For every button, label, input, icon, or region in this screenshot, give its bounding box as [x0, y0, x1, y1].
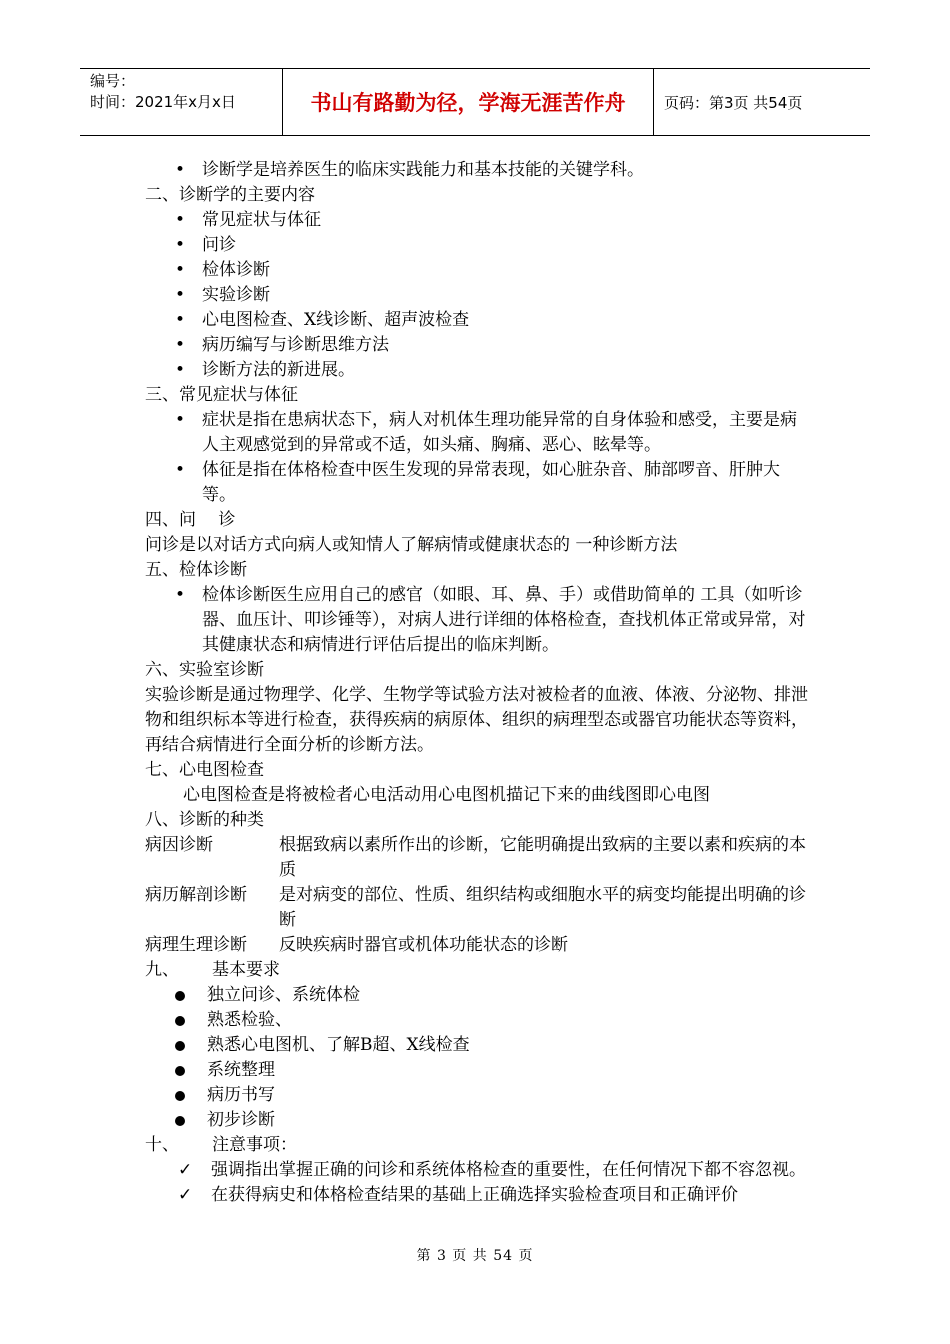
section-title: 注意事项： [212, 1135, 297, 1155]
section-number: 九、 [145, 960, 179, 980]
diagnosis-type-text: 是对病变的部位、性质、组织结构或细胞水平的病变均能提出明确的诊断 [279, 885, 806, 930]
diagnosis-type-row [145, 833, 810, 883]
bullet-dot-icon [175, 1016, 185, 1026]
document-body [145, 158, 810, 1208]
section-heading: 七、心电图检查 [145, 760, 264, 780]
list-item: • 症状是指在患病状态下，病人对机体生理功能异常的自身体验和感受，主要是病人主观感觉到的异常或不适，如头痛、胸痛、恶心、眩晕等。 [145, 408, 810, 458]
list-item [145, 1183, 810, 1208]
list-item: • 心电图检查、X线诊断、超声波检查 [145, 308, 810, 333]
list-item: • 病历编写与诊断思维方法 [145, 333, 810, 358]
list-item: • 问诊 [145, 233, 810, 258]
bullet-dot-icon [175, 1091, 185, 1101]
diagnosis-type-label: 病因诊断 [145, 835, 213, 855]
section-heading: 二、诊断学的主要内容 [145, 185, 315, 205]
section-heading [145, 958, 810, 983]
section-heading: 六、实验室诊断 [145, 660, 264, 680]
header-page-info: 页码：第3页 共54页 [664, 93, 803, 112]
paragraph: 心电图检查是将被检者心电活动用心电图机描记下来的曲线图即心电图 [183, 785, 710, 805]
list-item-text: 熟悉检验、 [207, 1010, 292, 1030]
list-item-text: 强调指出掌握正确的问诊和系统体格检查的重要性，在任何情况下都不容忽视。 [211, 1160, 806, 1180]
list-item: • 检体诊断 [145, 258, 810, 283]
bullet-dot-icon [175, 1066, 185, 1076]
header-meta [80, 69, 283, 135]
section-heading [145, 1133, 810, 1158]
list-item: • 体征是指在体格检查中医生发现的异常表现，如心脏杂音、肺部啰音、肝肿大等。 [145, 458, 810, 508]
checkmark-icon: ✓ [178, 1160, 193, 1180]
section-heading: 四、问 诊 [145, 510, 236, 530]
list-item-text: 初步诊断 [207, 1110, 275, 1130]
list-item [145, 1108, 810, 1133]
list-item: • 诊断学是培养医生的临床实践能力和基本技能的关键学科。 [145, 158, 810, 183]
list-item [145, 1008, 810, 1033]
diagnosis-type-text: 反映疾病时器官或机体功能状态的诊断 [279, 935, 568, 955]
list-item [145, 1158, 810, 1183]
serial-label: 编号： [90, 72, 136, 90]
bullet-dot-icon [175, 991, 185, 1001]
list-item: • 检体诊断医生应用自己的感官（如眼、耳、鼻、手）或借助简单的 工具（如听诊器、血压计、叩诊锤等），对病人进行详细的体格检查，查找机体正常或异常，对其健康状态和病情进行评估后提出的临床判断。 [145, 583, 810, 658]
section-number: 十、 [145, 1135, 179, 1155]
bullet-dot-icon [175, 1041, 185, 1051]
header-motto: 书山有路勤为径，学海无涯苦作舟 [283, 69, 654, 135]
list-item [145, 1058, 810, 1083]
list-item: • 常见症状与体征 [145, 208, 810, 233]
time-label: 时间：2021年x月x日 [90, 93, 236, 111]
list-item-text: 病历书写 [207, 1085, 275, 1105]
diagnosis-type-text: 根据致病以素所作出的诊断，它能明确提出致病的主要以素和疾病的本质 [279, 835, 806, 880]
list-item-text: 系统整理 [207, 1060, 275, 1080]
checkmark-icon: ✓ [178, 1185, 193, 1205]
paragraph: 实验诊断是通过物理学、化学、生物学等试验方法对被检者的血液、体液、分泌物、排泄物和组织标本等进行检查，获得疾病的病原体、组织的病理型态或器官功能状态等资料，再结合病情进行全面分析的诊断方法。 [145, 685, 808, 755]
section-heading: 五、检体诊断 [145, 560, 247, 580]
list-item: • 诊断方法的新进展。 [145, 358, 810, 383]
list-item-text: 熟悉心电图机、了解B超、X线检查 [207, 1035, 470, 1055]
list-item-text: 独立问诊、系统体检 [207, 985, 360, 1005]
diagnosis-type-row [145, 883, 810, 933]
list-item [145, 1033, 810, 1058]
paragraph: 问诊是以对话方式向病人或知情人了解病情或健康状态的 一种诊断方法 [145, 535, 678, 555]
list-item: • 实验诊断 [145, 283, 810, 308]
diagnosis-type-label: 病理生理诊断 [145, 935, 247, 955]
page-header [80, 68, 870, 136]
section-heading: 八、诊断的种类 [145, 810, 264, 830]
diagnosis-type-label: 病历解剖诊断 [145, 885, 247, 905]
bullet-dot-icon [175, 1116, 185, 1126]
section-title: 基本要求 [212, 960, 280, 980]
list-item [145, 1083, 810, 1108]
diagnosis-type-row [145, 933, 810, 958]
list-item-text: 在获得病史和体格检查结果的基础上正确选择实验检查项目和正确评价 [211, 1185, 738, 1205]
section-heading: 三、常见症状与体征 [145, 385, 298, 405]
page-footer: 第 3 页 共 54 页 [416, 1248, 534, 1264]
list-item [145, 983, 810, 1008]
